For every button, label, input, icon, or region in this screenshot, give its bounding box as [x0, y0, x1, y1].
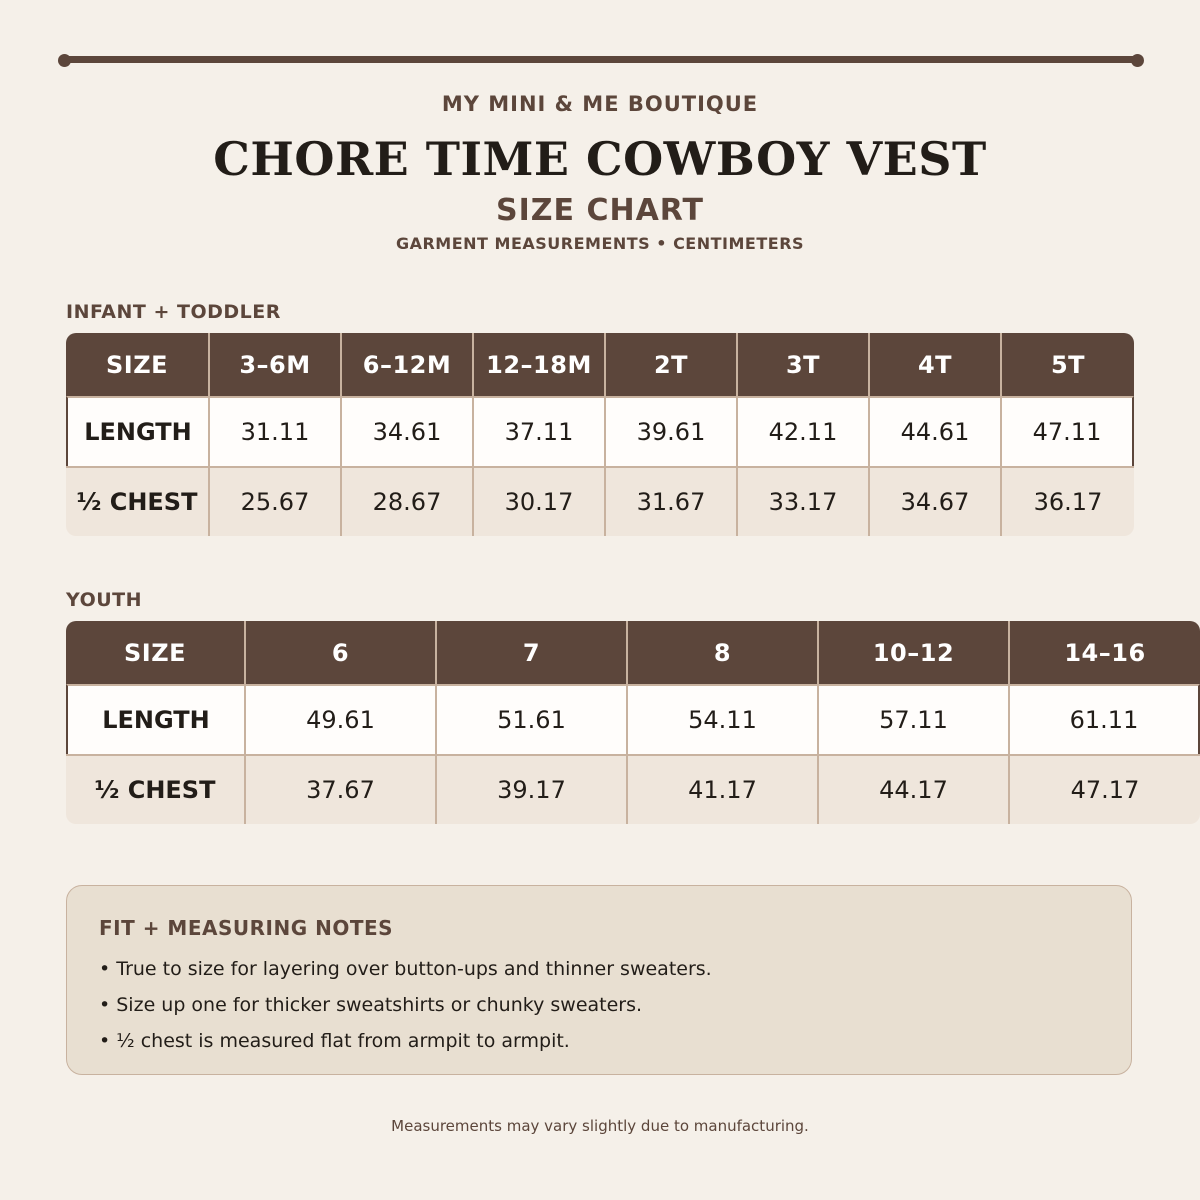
notes-list	[99, 956, 712, 1064]
row-label: ½ CHEST	[66, 754, 246, 824]
table-cell: 25.67	[210, 466, 342, 536]
table-cell: 49.61	[246, 684, 437, 754]
table-cell: 30.17	[474, 466, 606, 536]
table-cell: 34.67	[870, 466, 1002, 536]
table-cell: 34.61	[342, 396, 474, 466]
header-size: 6–12M	[342, 333, 474, 396]
table-header-row	[66, 621, 1200, 684]
units-line: GARMENT MEASUREMENTS • CENTIMETERS	[395, 234, 805, 253]
header-size-label: SIZE	[66, 621, 246, 684]
header-size: 14–16	[1010, 621, 1200, 684]
section-label-youth: YOUTH	[66, 589, 143, 611]
table-row-length	[66, 684, 1200, 754]
table-cell: 57.11	[819, 684, 1010, 754]
fit-notes-panel	[66, 885, 1132, 1075]
header-size: 6	[246, 621, 437, 684]
table-cell: 42.11	[738, 396, 870, 466]
header-size: 3–6M	[210, 333, 342, 396]
chart-subtitle: SIZE CHART	[495, 193, 705, 228]
header-size: 12–18M	[474, 333, 606, 396]
row-label: ½ CHEST	[66, 466, 210, 536]
size-table-youth	[66, 621, 1200, 824]
list-item: • True to size for layering over button-ups and thinner sweaters.	[99, 956, 712, 992]
hanger-rod	[58, 54, 1144, 64]
size-table-infant-toddler	[66, 333, 1134, 536]
header-size: 10–12	[819, 621, 1010, 684]
product-title: CHORE TIME COWBOY VEST	[213, 132, 987, 186]
notes-title: FIT + MEASURING NOTES	[99, 916, 394, 940]
table-row-half-chest	[66, 754, 1200, 824]
table-row-length	[66, 396, 1134, 466]
list-item: • ½ chest is measured flat from armpit to armpit.	[99, 1028, 712, 1064]
table-cell: 31.67	[606, 466, 738, 536]
table-cell: 44.17	[819, 754, 1010, 824]
table-cell: 47.11	[1002, 396, 1134, 466]
table-cell: 54.11	[628, 684, 819, 754]
table-header-row	[66, 333, 1134, 396]
table-cell: 41.17	[628, 754, 819, 824]
header-size: 8	[628, 621, 819, 684]
brand-name: MY MINI & ME BOUTIQUE	[441, 92, 759, 116]
table-cell: 36.17	[1002, 466, 1134, 536]
header-size: 4T	[870, 333, 1002, 396]
row-label: LENGTH	[66, 684, 246, 754]
table-cell: 37.67	[246, 754, 437, 824]
table-cell: 44.61	[870, 396, 1002, 466]
header-size: 2T	[606, 333, 738, 396]
table-row-half-chest	[66, 466, 1134, 536]
section-label-infant-toddler: INFANT + TODDLER	[66, 301, 281, 323]
header-size-label: SIZE	[66, 333, 210, 396]
row-label: LENGTH	[66, 396, 210, 466]
header-size: 5T	[1002, 333, 1134, 396]
hanger-rod-cap-left	[58, 54, 71, 67]
header-size: 7	[437, 621, 628, 684]
table-cell: 28.67	[342, 466, 474, 536]
list-item: • Size up one for thicker sweatshirts or chunky sweaters.	[99, 992, 712, 1028]
table-cell: 37.11	[474, 396, 606, 466]
table-cell: 51.61	[437, 684, 628, 754]
hanger-rod-bar	[64, 56, 1138, 63]
table-cell: 39.61	[606, 396, 738, 466]
header-size: 3T	[738, 333, 870, 396]
table-cell: 61.11	[1010, 684, 1200, 754]
table-cell: 31.11	[210, 396, 342, 466]
hanger-rod-cap-right	[1131, 54, 1144, 67]
table-cell: 47.17	[1010, 754, 1200, 824]
footer-disclaimer: Measurements may vary slightly due to manufacturing.	[391, 1117, 809, 1135]
table-cell: 39.17	[437, 754, 628, 824]
table-cell: 33.17	[738, 466, 870, 536]
